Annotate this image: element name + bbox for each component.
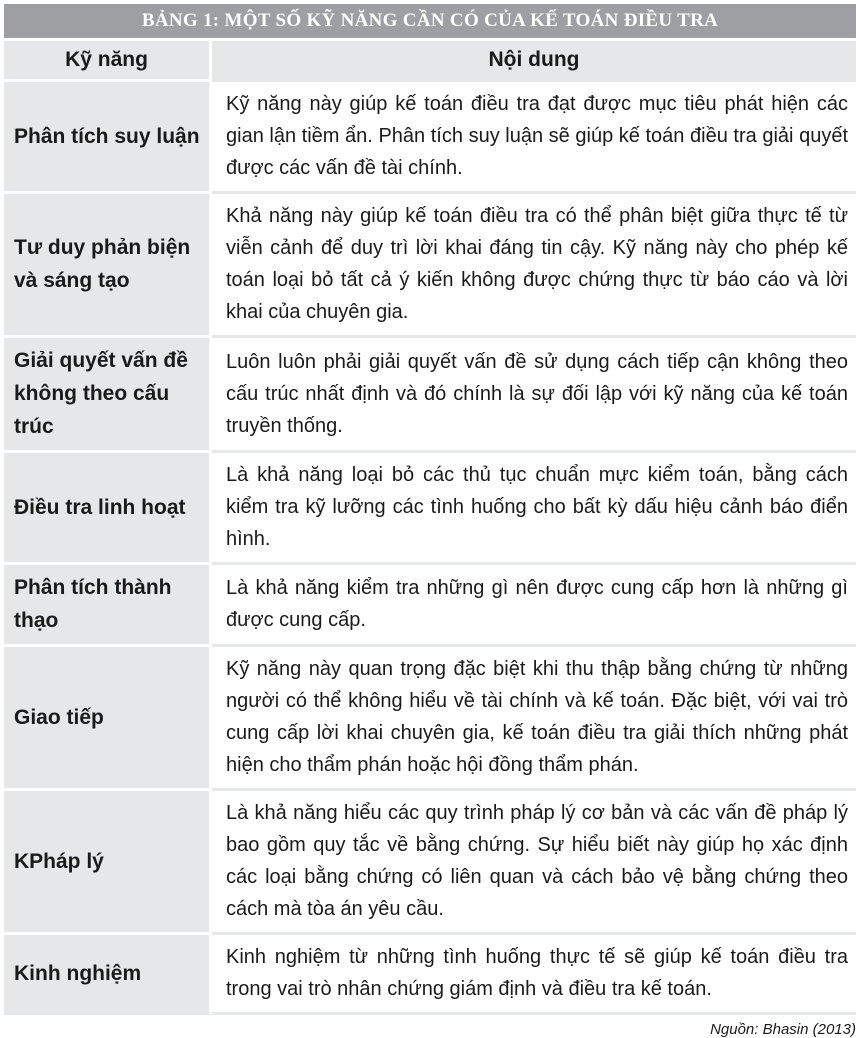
skill-cell: Phân tích thành thạo (4, 562, 212, 644)
skill-cell: Giao tiếp (4, 644, 212, 788)
table-row (4, 562, 856, 644)
header-content: Nội dung (212, 41, 856, 79)
content-cell: Kỹ năng này quan trọng đặc biệt khi thu thập bằng chứng từ những người có thể không hiểu về tài chính và kế toán. Đặc biệt, với vai trò cung cấp lời khai chuyên gia, kế toán điều tra giải thích những phát hiện cho thẩm phán hoặc hội đồng thẩm phán. (212, 644, 856, 788)
source-note: Nguồn: Bhasin (2013) (710, 1021, 856, 1038)
skill-cell: Kinh nghiệm (4, 932, 212, 1015)
content-cell: Là khả năng kiểm tra những gì nên được cung cấp hơn là những gì được cung cấp. (212, 562, 856, 644)
content-cell: Là khả năng hiểu các quy trình pháp lý cơ bản và các vấn đề pháp lý bao gồm quy tắc về bằng chứng. Sự hiểu biết này giúp họ xác định các loại bằng chứng có liên quan và cách bảo vệ bằng chứng theo cách mà tòa án yêu cầu. (212, 788, 856, 932)
content-cell: Khả năng này giúp kế toán điều tra có thể phân biệt giữa thực tế từ viễn cảnh để duy trì lời khai đáng tin cậy. Kỹ năng này cho phép kế toán loại bỏ tất cả ý kiến không được chứng thực từ báo cáo và lời khai của chuyên gia. (212, 191, 856, 335)
content-cell: Kỹ năng này giúp kế toán điều tra đạt được mục tiêu phát hiện các gian lận tiềm ẩn. Phân tích suy luận sẽ giúp kế toán điều tra giải quyết được các vấn đề tài chính. (212, 79, 856, 191)
table-row (4, 788, 856, 932)
table-row (4, 79, 856, 191)
table-header-row (4, 41, 856, 79)
skill-cell: Tư duy phản biện và sáng tạo (4, 191, 212, 335)
content-cell: Luôn luôn phải giải quyết vấn đề sử dụng cách tiếp cận không theo cấu trúc nhất định và đó chính là sự đối lập với kỹ năng của kế toán truyền thống. (212, 335, 856, 450)
content-cell: Là khả năng loại bỏ các thủ tục chuẩn mực kiểm toán, bằng cách kiểm tra kỹ lưỡng các tình huống cho bất kỳ dấu hiệu cảnh báo điển hình. (212, 450, 856, 562)
table-row (4, 644, 856, 788)
skills-table-figure (4, 4, 856, 1038)
skill-cell: Giải quyết vấn đề không theo cấu trúc (4, 335, 212, 450)
table-row (4, 191, 856, 335)
skill-cell: Phân tích suy luận (4, 79, 212, 191)
table-row (4, 450, 856, 562)
table-row (4, 335, 856, 450)
content-cell: Kinh nghiệm từ những tình huống thực tế sẽ giúp kế toán điều tra trong vai trò nhân chứng giám định và điều tra kế toán. (212, 932, 856, 1015)
table-row (4, 932, 856, 1015)
skill-cell: Điều tra linh hoạt (4, 450, 212, 562)
skills-table (4, 41, 856, 1015)
skill-cell: KPháp lý (4, 788, 212, 932)
header-skill: Kỹ năng (4, 41, 212, 79)
table-title: BẢNG 1: MỘT SỐ KỸ NĂNG CẦN CÓ CỦA KẾ TOÁN ĐIỀU TRA (4, 4, 856, 38)
